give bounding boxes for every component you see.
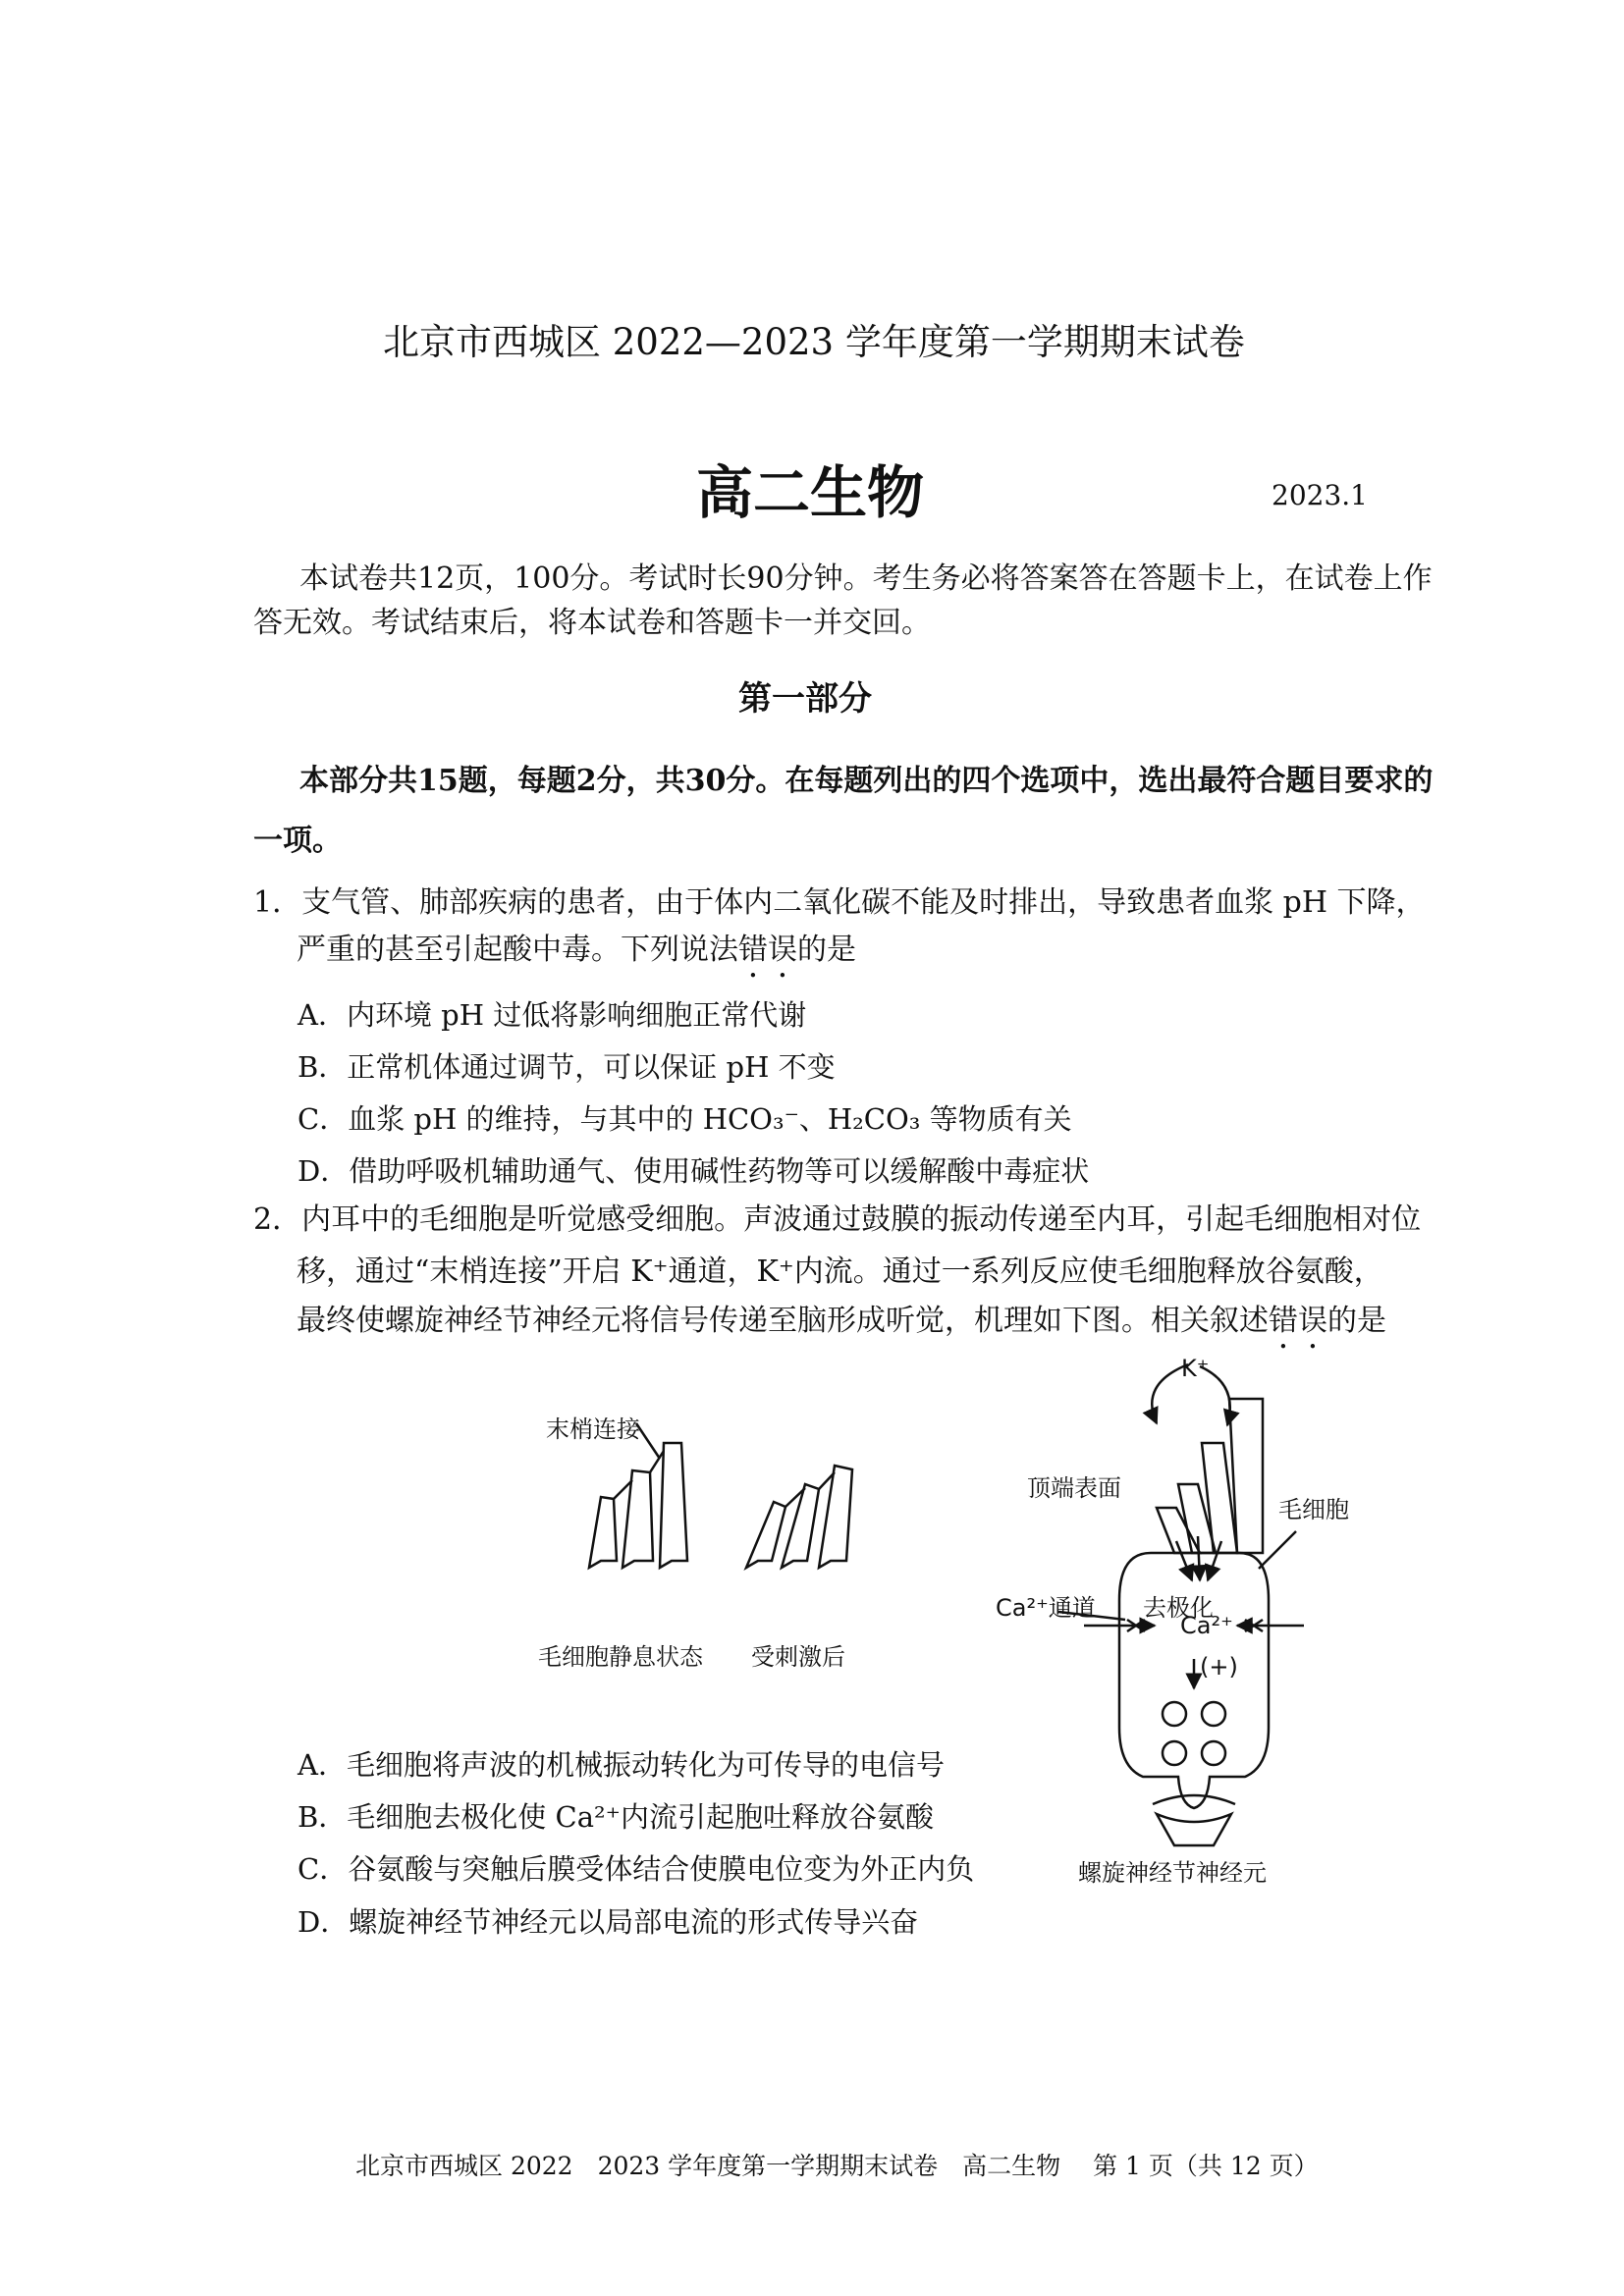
instructions-line-1: 本部分共15题，每题2分，共30分。在每题列出的四个选项中，选出最符合题目要求的	[299, 764, 1434, 798]
label-depolarization: 去极化	[1143, 1594, 1214, 1622]
label-plus: (+)	[1200, 1653, 1238, 1681]
q2-option-a: A．毛细胞将声波的机械振动转化为可传导的电信号	[298, 1748, 945, 1782]
page-title: 高二生物	[696, 459, 925, 526]
label-stimulated: 受刺激后	[751, 1643, 845, 1671]
exam-header: 北京市西城区 2022—2023 学年度第一学期期末试卷	[383, 321, 1245, 363]
label-ca-ion: Ca²⁺	[1180, 1612, 1233, 1639]
q1-emphasis: 错误	[738, 933, 797, 967]
exam-date: 2023.1	[1272, 479, 1368, 511]
q2-option-c: C．谷氨酸与突触后膜受体结合使膜电位变为外正内负	[298, 1852, 975, 1886]
q1-option-c: C．血浆 pH 的维持，与其中的 HCO₃⁻、H₂CO₃ 等物质有关	[298, 1102, 1072, 1136]
label-ca-channel: Ca²⁺通道	[996, 1594, 1096, 1622]
q2-emphasis: 错误	[1269, 1304, 1327, 1338]
page-footer: 北京市西城区 2022 2023 学年度第一学期期末试卷 高二生物 第 1 页（共 12 页）	[355, 2152, 1319, 2180]
label-resting-state: 毛细胞静息状态	[538, 1643, 703, 1671]
label-hair-cell: 毛细胞	[1278, 1496, 1349, 1523]
intro-line-1: 本试卷共12页，100分。考试时长90分钟。考生务必将答案答在答题卡上，在试卷上作	[299, 561, 1433, 596]
instructions-line-2: 一项。	[253, 824, 342, 858]
q2-stem-line-1: 2．内耳中的毛细胞是听觉感受细胞。声波通过鼓膜的振动传递至内耳，引起毛细胞相对位	[253, 1202, 1422, 1237]
label-spiral-neuron: 螺旋神经节神经元	[1078, 1859, 1267, 1887]
label-tip-link: 末梢连接	[546, 1415, 640, 1443]
resting-bundle	[589, 1423, 687, 1568]
intro-line-2: 答无效。考试结束后，将本试卷和答题卡一并交回。	[253, 606, 931, 640]
q1-option-a: A．内环境 pH 过低将影响细胞正常代谢	[298, 998, 807, 1032]
q1-option-b: B．正常机体通过调节，可以保证 pH 不变	[298, 1050, 836, 1084]
section-title: 第一部分	[738, 679, 872, 719]
q2-option-d: D．螺旋神经节神经元以局部电流的形式传导兴奋	[298, 1905, 919, 1939]
q2-stem-line-2: 移，通过“末梢连接”开启 K⁺通道，K⁺内流。通过一系列反应使毛细胞释放谷氨酸，	[297, 1255, 1383, 1289]
q2-stem-end: 的是	[1327, 1304, 1386, 1338]
label-k-ion: K⁺	[1181, 1355, 1210, 1382]
stimulated-bundle	[746, 1466, 852, 1568]
q1-stem-line-1: 1．支气管、肺部疾病的患者，由于体内二氧化碳不能及时排出，导致患者血浆 pH 下降，	[253, 885, 1426, 920]
q1-option-d: D．借助呼吸机辅助通气、使用碱性药物等可以缓解酸中毒症状	[298, 1154, 1090, 1188]
q2-option-b: B．毛细胞去极化使 Ca²⁺内流引起胞吐释放谷氨酸	[298, 1800, 934, 1834]
label-apical-surface: 顶端表面	[1027, 1474, 1121, 1502]
q1-stem-text: 严重的甚至引起酸中毒。下列说法	[297, 933, 738, 967]
q2-stem-text: 最终使螺旋神经节神经元将信号传递至脑形成听觉，机理如下图。相关叙述	[297, 1304, 1269, 1338]
q1-stem-end: 的是	[797, 933, 856, 967]
